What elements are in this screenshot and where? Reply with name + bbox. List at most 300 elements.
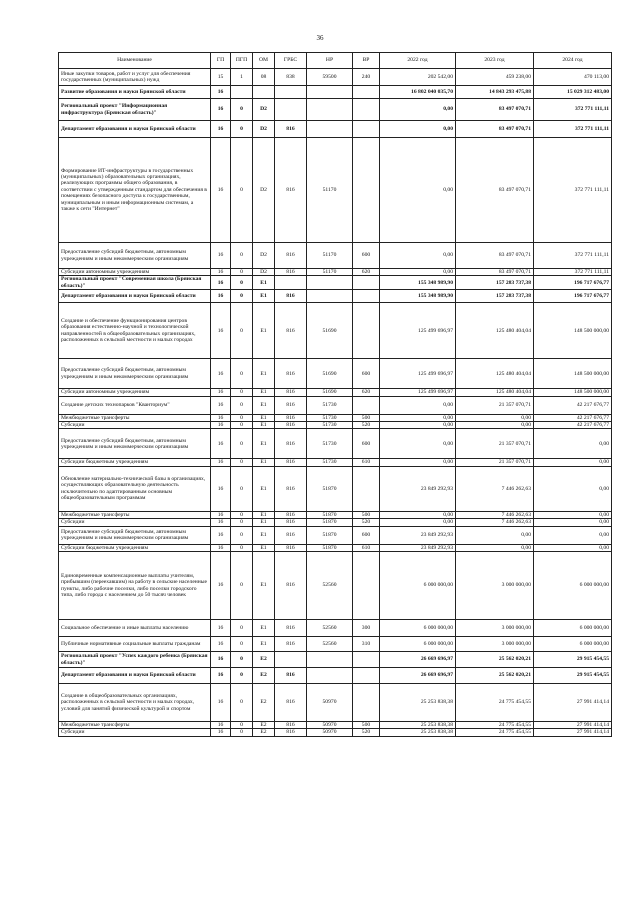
- cell-name: Субсидии: [59, 729, 211, 736]
- cell-nr: 51170: [307, 269, 353, 276]
- cell-pgp: 0: [231, 729, 253, 736]
- cell-grbs: [275, 99, 307, 121]
- cell-2024: 0,00: [534, 519, 612, 526]
- cell-2023: 125 480 404,04: [456, 303, 534, 359]
- table-row: [59, 121, 612, 138]
- cell-nr: 50970: [307, 722, 353, 729]
- cell-om: E1: [253, 303, 275, 359]
- cell-2023: 83 497 070,71: [456, 121, 534, 138]
- cell-2024: 0,00: [534, 511, 612, 518]
- cell-vr: [353, 290, 380, 303]
- cell-grbs: 816: [275, 429, 307, 459]
- cell-2024: 42 217 676,77: [534, 414, 612, 421]
- cell-vr: 520: [353, 422, 380, 429]
- cell-gp: 16: [211, 389, 231, 396]
- cell-grbs: 816: [275, 511, 307, 518]
- cell-nr: 51170: [307, 243, 353, 269]
- cell-2022: 6 000 000,00: [380, 552, 456, 620]
- cell-2024: 372 771 111,11: [534, 138, 612, 243]
- cell-om: E1: [253, 414, 275, 421]
- cell-grbs: 816: [275, 668, 307, 684]
- cell-grbs: 816: [275, 389, 307, 396]
- cell-grbs: 816: [275, 637, 307, 652]
- cell-pgp: 0: [231, 269, 253, 276]
- cell-gp: 16: [211, 684, 231, 722]
- cell-2023: 14 843 293 475,88: [456, 86, 534, 99]
- cell-2022: 26 669 696,97: [380, 652, 456, 668]
- table-row: [59, 729, 612, 736]
- cell-om: E2: [253, 729, 275, 736]
- cell-2024: 0,00: [534, 429, 612, 459]
- cell-gp: 16: [211, 722, 231, 729]
- cell-gp: 16: [211, 519, 231, 526]
- cell-2023: 0,00: [456, 414, 534, 421]
- cell-2022: 23 849 292,93: [380, 526, 456, 544]
- cell-name: Развитие образования и науки Брянской области: [59, 86, 211, 99]
- cell-name: Создание и обеспечение функционирования центров образования естественно-научной и технологической направленностей в общеобразовательных организациях, расположенных в сельской местности и малых городах: [59, 303, 211, 359]
- cell-name: Публичные нормативные социальные выплаты гражданам: [59, 637, 211, 652]
- cell-2022: 0,00: [380, 396, 456, 414]
- cell-2023: 125 480 404,04: [456, 359, 534, 389]
- cell-om: E1: [253, 396, 275, 414]
- cell-pgp: 0: [231, 526, 253, 544]
- cell-2023: 21 357 070,71: [456, 429, 534, 459]
- table-row: [59, 668, 612, 684]
- table-row: [59, 620, 612, 637]
- cell-om: E1: [253, 552, 275, 620]
- cell-gp: 16: [211, 243, 231, 269]
- cell-pgp: 1: [231, 69, 253, 86]
- cell-om: D2: [253, 269, 275, 276]
- cell-2024: 148 500 000,00: [534, 389, 612, 396]
- cell-2024: 148 500 000,00: [534, 303, 612, 359]
- cell-vr: [353, 396, 380, 414]
- header-grbs: ГРБС: [275, 53, 307, 69]
- cell-2022: 0,00: [380, 511, 456, 518]
- cell-name: Департамент образования и науки Брянской области: [59, 290, 211, 303]
- cell-2022: 0,00: [380, 459, 456, 466]
- table-row: [59, 243, 612, 269]
- table-row: [59, 637, 612, 652]
- cell-name: Межбюджетные трансферты: [59, 414, 211, 421]
- cell-vr: 500: [353, 722, 380, 729]
- cell-grbs: 816: [275, 544, 307, 551]
- cell-2023: 21 357 070,71: [456, 396, 534, 414]
- cell-gp: 16: [211, 414, 231, 421]
- header-2024: 2024 год: [534, 53, 612, 69]
- table-row: [59, 526, 612, 544]
- cell-2024: 6 000 000,00: [534, 552, 612, 620]
- cell-2022: 6 000 000,00: [380, 637, 456, 652]
- cell-2022: 0,00: [380, 422, 456, 429]
- cell-name: Создание в общеобразовательных организациях, расположенных в сельской местности и малых городах, условий для занятий физической культурой и спортом: [59, 684, 211, 722]
- cell-name: Межбюджетные трансферты: [59, 511, 211, 518]
- cell-vr: 500: [353, 511, 380, 518]
- table-row: [59, 269, 612, 276]
- cell-pgp: 0: [231, 511, 253, 518]
- cell-2023: 24 775 454,55: [456, 684, 534, 722]
- cell-gp: 16: [211, 511, 231, 518]
- cell-nr: 51870: [307, 526, 353, 544]
- cell-om: E1: [253, 544, 275, 551]
- cell-2024: 372 771 111,11: [534, 121, 612, 138]
- cell-gp: 16: [211, 138, 231, 243]
- cell-name: Департамент образования и науки Брянской области: [59, 121, 211, 138]
- cell-2023: 0,00: [456, 422, 534, 429]
- cell-name: Субсидии бюджетным учреждениям: [59, 544, 211, 551]
- cell-pgp: 0: [231, 684, 253, 722]
- cell-grbs: 816: [275, 243, 307, 269]
- cell-2024: 27 991 414,14: [534, 729, 612, 736]
- cell-nr: 51730: [307, 429, 353, 459]
- cell-2023: 157 283 737,38: [456, 290, 534, 303]
- cell-name: Субсидии бюджетным учреждениям: [59, 459, 211, 466]
- cell-vr: [353, 652, 380, 668]
- cell-name: Региональный проект "Информационная инфраструктура (Брянская область)": [59, 99, 211, 121]
- cell-nr: [307, 99, 353, 121]
- cell-2023: 83 497 070,71: [456, 99, 534, 121]
- header-gp: ГП: [211, 53, 231, 69]
- table-row: [59, 552, 612, 620]
- cell-vr: [353, 276, 380, 290]
- table-row: [59, 544, 612, 551]
- cell-om: E1: [253, 422, 275, 429]
- cell-grbs: 816: [275, 620, 307, 637]
- cell-pgp: 0: [231, 544, 253, 551]
- cell-om: E1: [253, 511, 275, 518]
- cell-grbs: 816: [275, 359, 307, 389]
- cell-om: D2: [253, 99, 275, 121]
- cell-pgp: 0: [231, 620, 253, 637]
- cell-grbs: 816: [275, 684, 307, 722]
- cell-name: Формирование ИТ-инфраструктуры в государственных (муниципальных) образовательных организациях, реализующих программы общего образования, в соответствии с утвержденным стандартом для обеспечения в помещениях безопасного доступа к государственным, муниципальным и иным информационным системам, а также к сети "Интернет": [59, 138, 211, 243]
- cell-2022: 125 499 696,97: [380, 389, 456, 396]
- cell-2022: 23 849 292,93: [380, 544, 456, 551]
- cell-name: Департамент образования и науки Брянской области: [59, 668, 211, 684]
- cell-2023: 24 775 454,55: [456, 729, 534, 736]
- table-row: [59, 414, 612, 421]
- cell-2022: 0,00: [380, 269, 456, 276]
- cell-name: Региональный проект "Современная школа (Брянская область)": [59, 276, 211, 290]
- cell-gp: 16: [211, 290, 231, 303]
- cell-2024: 42 217 676,77: [534, 396, 612, 414]
- cell-2023: 83 497 070,71: [456, 269, 534, 276]
- cell-nr: 51690: [307, 359, 353, 389]
- cell-vr: 610: [353, 459, 380, 466]
- cell-grbs: 816: [275, 729, 307, 736]
- cell-nr: 51870: [307, 544, 353, 551]
- cell-2024: 0,00: [534, 526, 612, 544]
- cell-om: 08: [253, 69, 275, 86]
- table-row: [59, 429, 612, 459]
- cell-grbs: [275, 276, 307, 290]
- cell-2023: 25 562 020,21: [456, 652, 534, 668]
- cell-gp: 16: [211, 86, 231, 99]
- cell-nr: 51730: [307, 422, 353, 429]
- cell-nr: 51170: [307, 138, 353, 243]
- cell-grbs: 816: [275, 459, 307, 466]
- table-row: [59, 69, 612, 86]
- cell-2023: 21 357 070,71: [456, 459, 534, 466]
- header-2022: 2022 год: [380, 53, 456, 69]
- table-row: [59, 359, 612, 389]
- cell-nr: 51690: [307, 389, 353, 396]
- cell-gp: 16: [211, 121, 231, 138]
- cell-2024: 0,00: [534, 459, 612, 466]
- cell-nr: 51730: [307, 459, 353, 466]
- cell-2024: 42 217 676,77: [534, 422, 612, 429]
- cell-2022: 0,00: [380, 243, 456, 269]
- cell-2023: 83 497 070,71: [456, 138, 534, 243]
- cell-om: E2: [253, 652, 275, 668]
- cell-2023: 25 562 020,21: [456, 668, 534, 684]
- cell-gp: 16: [211, 552, 231, 620]
- cell-om: E2: [253, 722, 275, 729]
- cell-gp: 16: [211, 544, 231, 551]
- cell-om: E2: [253, 668, 275, 684]
- cell-2023: 7 446 262,63: [456, 519, 534, 526]
- cell-name: Обновление материально-технической базы в организациях, осуществляющих образовательную деятельность исключительно по адаптированным основным общеобразовательным программам: [59, 466, 211, 511]
- table-row: [59, 138, 612, 243]
- table-row: [59, 684, 612, 722]
- cell-om: [253, 86, 275, 99]
- cell-name: Предоставление субсидий бюджетным, автономным учреждениям и иным некоммерческим организациям: [59, 429, 211, 459]
- cell-grbs: 816: [275, 138, 307, 243]
- cell-pgp: 0: [231, 422, 253, 429]
- cell-om: E1: [253, 519, 275, 526]
- cell-nr: [307, 668, 353, 684]
- cell-name: Межбюджетные трансферты: [59, 722, 211, 729]
- header-vr: ВР: [353, 53, 380, 69]
- cell-om: E1: [253, 429, 275, 459]
- cell-2022: 0,00: [380, 99, 456, 121]
- cell-2024: 6 000 000,00: [534, 637, 612, 652]
- cell-gp: 16: [211, 396, 231, 414]
- cell-2024: 15 029 312 483,00: [534, 86, 612, 99]
- cell-2022: 25 253 838,38: [380, 722, 456, 729]
- cell-nr: 52560: [307, 637, 353, 652]
- table-row: [59, 303, 612, 359]
- budget-table: [58, 52, 612, 737]
- cell-pgp: 0: [231, 121, 253, 138]
- cell-gp: 16: [211, 276, 231, 290]
- cell-grbs: 816: [275, 303, 307, 359]
- cell-name: Субсидии автономным учреждениям: [59, 269, 211, 276]
- cell-pgp: 0: [231, 459, 253, 466]
- cell-pgp: [231, 86, 253, 99]
- cell-nr: 51730: [307, 414, 353, 421]
- table-row: [59, 99, 612, 121]
- table-row: [59, 276, 612, 290]
- table-row: [59, 722, 612, 729]
- cell-2024: 0,00: [534, 466, 612, 511]
- cell-nr: [307, 290, 353, 303]
- table-header-row: [59, 53, 612, 69]
- cell-grbs: 816: [275, 121, 307, 138]
- table-row: [59, 459, 612, 466]
- cell-pgp: 0: [231, 303, 253, 359]
- cell-name: Единовременные компенсационные выплаты учителям, прибывшим (переехавшим) на работу в сельские населенные пункты, либо рабочие поселки, либо поселки городского типа, либо города с населением до 50 тысяч человек: [59, 552, 211, 620]
- header-name: Наименование: [59, 53, 211, 69]
- cell-name: Субсидии автономным учреждениям: [59, 389, 211, 396]
- table-row: [59, 519, 612, 526]
- cell-2022: 125 499 696,97: [380, 303, 456, 359]
- header-pgp: ПГП: [231, 53, 253, 69]
- cell-2022: 0,00: [380, 138, 456, 243]
- cell-om: D2: [253, 243, 275, 269]
- cell-gp: 16: [211, 269, 231, 276]
- cell-pgp: 0: [231, 276, 253, 290]
- cell-nr: [307, 276, 353, 290]
- cell-vr: 600: [353, 429, 380, 459]
- cell-grbs: 816: [275, 466, 307, 511]
- cell-gp: 16: [211, 429, 231, 459]
- cell-pgp: 0: [231, 99, 253, 121]
- cell-2022: 23 849 292,93: [380, 466, 456, 511]
- cell-pgp: 0: [231, 396, 253, 414]
- cell-vr: 600: [353, 526, 380, 544]
- cell-gp: 16: [211, 459, 231, 466]
- cell-2023: 459 238,00: [456, 69, 534, 86]
- cell-2022: 155 348 989,90: [380, 276, 456, 290]
- cell-om: E1: [253, 359, 275, 389]
- cell-2024: 470 113,00: [534, 69, 612, 86]
- cell-om: E1: [253, 620, 275, 637]
- cell-om: D2: [253, 121, 275, 138]
- cell-2022: 16 802 040 035,70: [380, 86, 456, 99]
- cell-gp: 16: [211, 620, 231, 637]
- cell-om: E1: [253, 526, 275, 544]
- cell-2023: 0,00: [456, 544, 534, 551]
- cell-vr: [353, 684, 380, 722]
- cell-2024: 372 771 111,11: [534, 99, 612, 121]
- cell-pgp: 0: [231, 637, 253, 652]
- cell-gp: 16: [211, 526, 231, 544]
- cell-2023: 3 000 000,00: [456, 637, 534, 652]
- table-row: [59, 422, 612, 429]
- cell-2023: 3 000 000,00: [456, 620, 534, 637]
- cell-grbs: 816: [275, 396, 307, 414]
- cell-om: E1: [253, 290, 275, 303]
- cell-vr: [353, 138, 380, 243]
- cell-vr: [353, 86, 380, 99]
- table-row: [59, 86, 612, 99]
- cell-nr: 52560: [307, 552, 353, 620]
- cell-om: D2: [253, 138, 275, 243]
- cell-pgp: 0: [231, 429, 253, 459]
- cell-pgp: 0: [231, 652, 253, 668]
- cell-vr: [353, 552, 380, 620]
- cell-2024: 196 717 676,77: [534, 290, 612, 303]
- cell-grbs: 816: [275, 269, 307, 276]
- cell-2024: 372 771 111,11: [534, 243, 612, 269]
- cell-vr: 310: [353, 637, 380, 652]
- cell-nr: 51870: [307, 466, 353, 511]
- cell-2023: 7 446 262,63: [456, 511, 534, 518]
- cell-2023: 7 446 262,63: [456, 466, 534, 511]
- cell-vr: [353, 99, 380, 121]
- cell-gp: 16: [211, 99, 231, 121]
- cell-pgp: 0: [231, 389, 253, 396]
- cell-2022: 155 348 989,90: [380, 290, 456, 303]
- cell-grbs: 816: [275, 526, 307, 544]
- cell-name: Предоставление субсидий бюджетным, автономным учреждениям и иным некоммерческим организациям: [59, 359, 211, 389]
- cell-vr: 240: [353, 69, 380, 86]
- cell-vr: 610: [353, 544, 380, 551]
- cell-2024: 29 915 454,55: [534, 668, 612, 684]
- cell-gp: 16: [211, 637, 231, 652]
- cell-2023: 157 283 737,38: [456, 276, 534, 290]
- cell-2022: 26 669 696,97: [380, 668, 456, 684]
- cell-pgp: 0: [231, 138, 253, 243]
- cell-nr: 50970: [307, 729, 353, 736]
- cell-2024: 0,00: [534, 544, 612, 551]
- table-row: [59, 389, 612, 396]
- cell-gp: 16: [211, 668, 231, 684]
- cell-2024: 148 500 000,00: [534, 359, 612, 389]
- cell-vr: 600: [353, 359, 380, 389]
- cell-nr: 51870: [307, 519, 353, 526]
- cell-2023: 24 775 454,55: [456, 722, 534, 729]
- cell-grbs: 816: [275, 722, 307, 729]
- cell-2022: 6 000 000,00: [380, 620, 456, 637]
- cell-grbs: 838: [275, 69, 307, 86]
- cell-vr: [353, 303, 380, 359]
- header-2023: 2023 год: [456, 53, 534, 69]
- cell-pgp: 0: [231, 359, 253, 389]
- cell-name: Субсидии: [59, 422, 211, 429]
- cell-grbs: 816: [275, 422, 307, 429]
- cell-pgp: 0: [231, 466, 253, 511]
- cell-name: Иные закупки товаров, работ и услуг для обеспечения государственных (муниципальных) нужд: [59, 69, 211, 86]
- cell-om: E1: [253, 276, 275, 290]
- cell-2022: 0,00: [380, 414, 456, 421]
- cell-nr: [307, 86, 353, 99]
- header-nr: НР: [307, 53, 353, 69]
- cell-pgp: 0: [231, 552, 253, 620]
- cell-2022: 0,00: [380, 121, 456, 138]
- cell-name: Предоставление субсидий бюджетным, автономным учреждениям и иным некоммерческим организациям: [59, 526, 211, 544]
- header-om: ОМ: [253, 53, 275, 69]
- table-row: [59, 466, 612, 511]
- cell-nr: 51690: [307, 303, 353, 359]
- cell-2023: 125 480 404,04: [456, 389, 534, 396]
- cell-name: Предоставление субсидий бюджетным, автономным учреждениям и иным некоммерческим организациям: [59, 243, 211, 269]
- cell-grbs: 816: [275, 552, 307, 620]
- cell-vr: [353, 121, 380, 138]
- cell-om: E1: [253, 637, 275, 652]
- cell-om: E1: [253, 466, 275, 511]
- cell-gp: 16: [211, 303, 231, 359]
- cell-gp: 15: [211, 69, 231, 86]
- cell-vr: 620: [353, 389, 380, 396]
- cell-gp: 16: [211, 729, 231, 736]
- cell-vr: 600: [353, 243, 380, 269]
- cell-vr: 520: [353, 519, 380, 526]
- cell-name: Создание детских технопарков "Кванториум": [59, 396, 211, 414]
- cell-grbs: 816: [275, 519, 307, 526]
- cell-nr: [307, 652, 353, 668]
- cell-nr: 50970: [307, 684, 353, 722]
- cell-gp: 16: [211, 422, 231, 429]
- cell-pgp: 0: [231, 519, 253, 526]
- page-number: 36: [316, 34, 324, 42]
- table-row: [59, 652, 612, 668]
- cell-om: E1: [253, 459, 275, 466]
- cell-2023: 0,00: [456, 526, 534, 544]
- cell-om: E1: [253, 389, 275, 396]
- cell-pgp: 0: [231, 722, 253, 729]
